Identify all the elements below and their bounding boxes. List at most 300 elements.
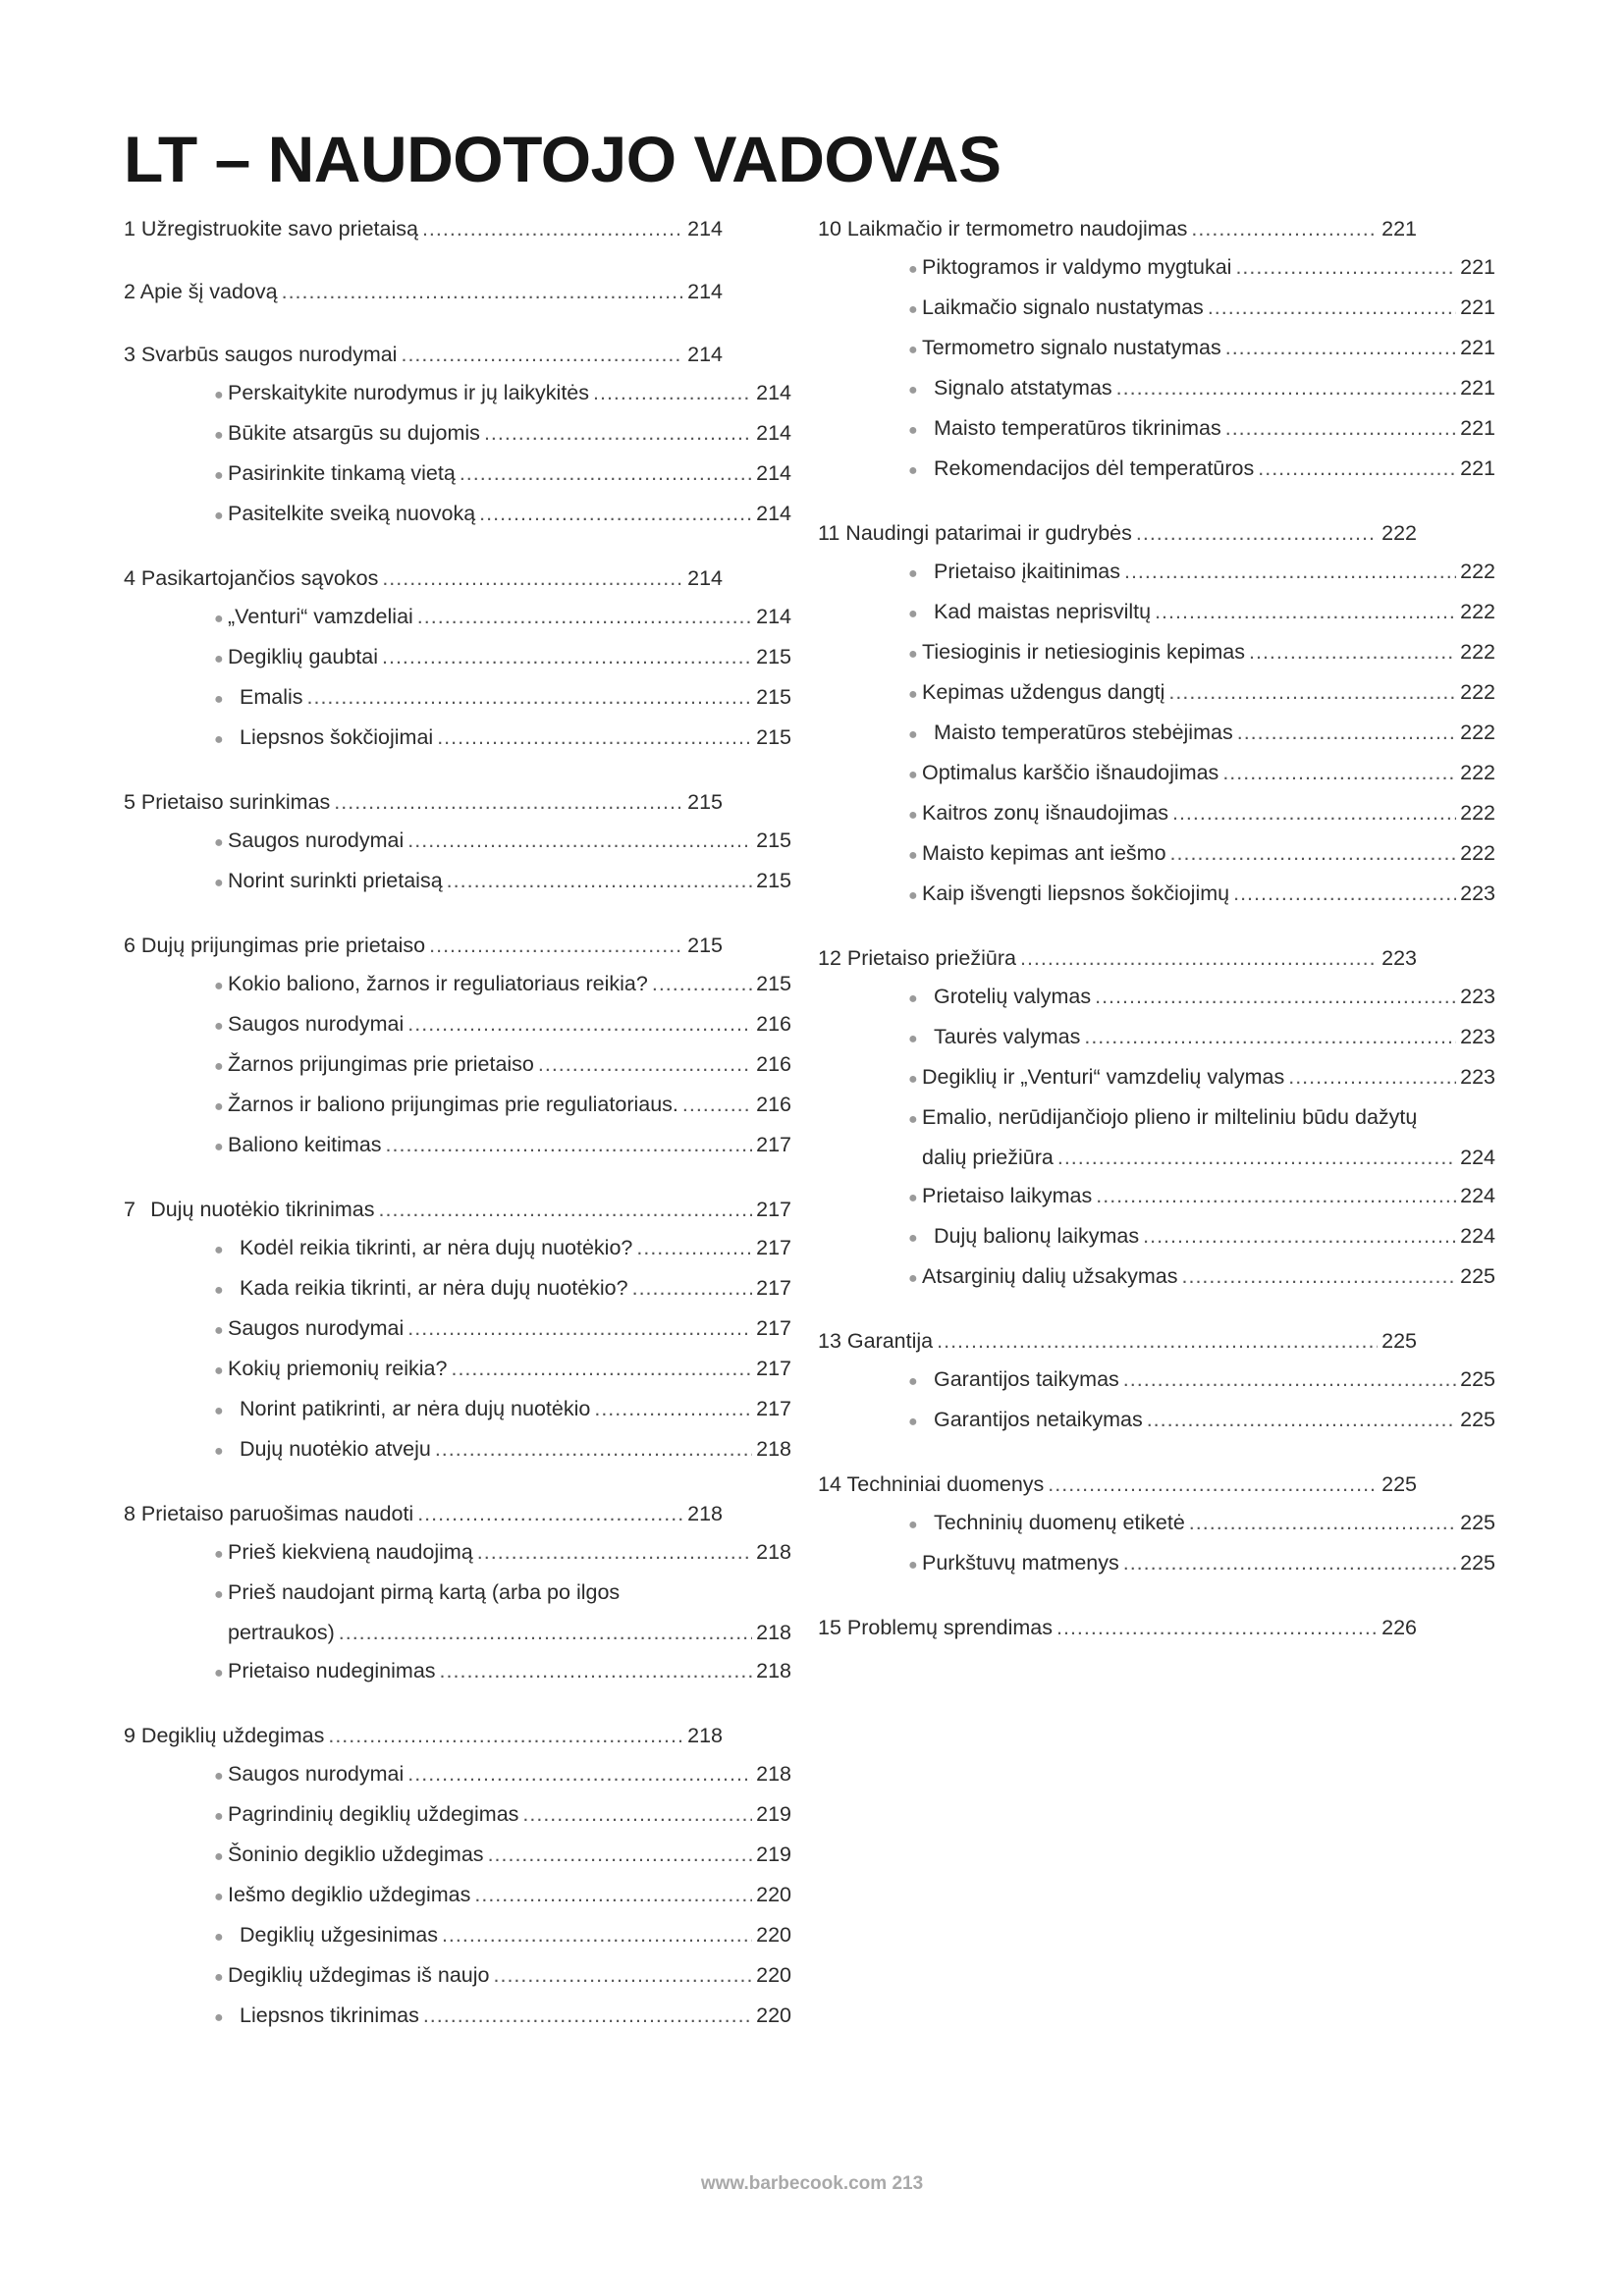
toc-subentry-label: Būkite atsargūs su dujomis	[228, 421, 480, 445]
toc-page-number: 218	[756, 1659, 791, 1682]
toc-page-number: 214	[756, 605, 791, 628]
dot-leader	[1208, 289, 1456, 327]
toc-page-number: 218	[756, 1762, 791, 1786]
toc-subentry-label-cont: dalių priežiūra	[922, 1146, 1054, 1169]
bullet-icon: ●	[908, 261, 918, 278]
toc-page-number: 222	[1460, 560, 1495, 583]
toc-subentry[interactable]	[818, 553, 1495, 593]
bullet-icon: ●	[214, 1362, 224, 1379]
toc-subentry[interactable]	[818, 450, 1495, 490]
toc-entry[interactable]	[124, 927, 723, 965]
toc-entry[interactable]	[124, 1717, 723, 1755]
dot-leader	[407, 1005, 752, 1043]
toc-page-number: 222	[1381, 521, 1417, 545]
bullet-icon: ●	[214, 1929, 224, 1946]
bullet-icon: ●	[908, 726, 918, 743]
toc-page-number: 219	[756, 1842, 791, 1866]
toc-subentry-label: Garantijos taikymas	[934, 1367, 1119, 1391]
toc-subentry[interactable]	[818, 329, 1495, 369]
dot-leader	[1143, 1217, 1456, 1255]
toc-entry[interactable]	[818, 514, 1417, 553]
toc-entry[interactable]	[124, 336, 723, 374]
dot-leader	[1095, 978, 1456, 1016]
toc-subentry[interactable]	[124, 1309, 791, 1350]
dot-leader	[1189, 1504, 1456, 1542]
bullet-icon: ●	[214, 1322, 224, 1339]
bullet-icon: ●	[908, 606, 918, 622]
toc-subentry-label: Prieš naudojant pirmą kartą (arba po ilgos	[228, 1580, 621, 1604]
toc-subentry[interactable]	[124, 1956, 791, 1997]
toc-subentry[interactable]	[124, 414, 791, 454]
toc-subentry[interactable]	[818, 875, 1495, 915]
toc-subentry-label: Baliono keitimas	[228, 1133, 382, 1156]
dot-leader	[1084, 1018, 1456, 1056]
toc-subentry-label: Maisto temperatūros tikrinimas	[934, 416, 1221, 440]
bullet-icon: ●	[214, 1808, 224, 1825]
toc-page-number: 221	[1460, 295, 1495, 319]
toc-page-number: 215	[756, 869, 791, 892]
dot-leader	[407, 1755, 752, 1793]
bullet-icon: ●	[214, 1546, 224, 1563]
toc-entry-number: 7	[124, 1198, 135, 1221]
toc-section	[124, 1717, 791, 2037]
toc-page-number: 217	[756, 1198, 791, 1221]
dot-leader	[429, 927, 683, 965]
bullet-icon: ●	[214, 1586, 224, 1603]
toc-subentry-label: Termometro signalo nustatymas	[922, 336, 1221, 359]
toc-subentry[interactable]	[124, 454, 791, 495]
toc-subentry[interactable]	[124, 1997, 791, 2037]
dot-leader	[440, 1652, 753, 1690]
toc-page-number: 225	[1381, 1472, 1417, 1496]
bullet-icon: ●	[214, 467, 224, 484]
toc-page-number: 215	[756, 645, 791, 668]
toc-subentry-label: Pagrindinių degiklių uždegimas	[228, 1802, 519, 1826]
toc-subentry-label: Iešmo degiklio uždegimas	[228, 1883, 471, 1906]
dot-leader	[632, 1269, 753, 1308]
toc-subentry[interactable]	[818, 1257, 1495, 1298]
bullet-icon: ●	[214, 651, 224, 667]
toc-subentry-label: Kada reikia tikrinti, ar nėra dujų nuotėkio?	[240, 1276, 628, 1300]
toc-subentry[interactable]	[124, 862, 791, 902]
toc-subentry-label: Grotelių valymas	[934, 985, 1092, 1008]
toc-subentry-label: Dujų balionų laikymas	[934, 1224, 1140, 1248]
dot-leader	[593, 374, 752, 412]
toc-subentry-label: Degiklių užgesinimas	[240, 1923, 438, 1947]
toc-subentry-line	[908, 1098, 1495, 1139]
toc-page-number: 216	[756, 1093, 791, 1116]
dot-leader	[474, 1876, 752, 1914]
toc-right-column	[818, 210, 1495, 1672]
toc-page-number: 217	[756, 1316, 791, 1340]
toc-subentry[interactable]	[818, 714, 1495, 754]
toc-subentry[interactable]	[124, 598, 791, 638]
toc-page-number: 222	[1460, 680, 1495, 704]
toc-page-number: 220	[756, 1963, 791, 1987]
toc-subentry[interactable]	[818, 248, 1495, 289]
toc-subentry[interactable]	[818, 673, 1495, 714]
toc-entry[interactable]	[124, 1495, 723, 1533]
toc-page-number: 221	[1381, 217, 1417, 240]
toc-page-number: 222	[1460, 761, 1495, 784]
toc-section	[818, 939, 1495, 1298]
toc-subentry[interactable]	[124, 1916, 791, 1956]
dot-leader	[1056, 1609, 1378, 1647]
toc-subentry-label: Perskaitykite nurodymus ir jų laikykitės	[228, 381, 590, 404]
toc-page-number: 218	[756, 1540, 791, 1564]
toc-subentry-label: Laikmačio signalo nustatymas	[922, 295, 1204, 319]
toc-subentry-label: Prietaiso nudeginimas	[228, 1659, 436, 1682]
dot-leader	[1233, 875, 1456, 913]
toc-page-number: 218	[687, 1502, 723, 1525]
dot-leader	[522, 1795, 752, 1834]
toc-page-number: 221	[1460, 336, 1495, 359]
toc-subentry-label: Žarnos prijungimas prie prietaiso	[228, 1052, 534, 1076]
toc-subentry[interactable]	[818, 834, 1495, 875]
toc-subentry[interactable]	[818, 1058, 1495, 1098]
dot-leader	[1123, 1544, 1456, 1582]
toc-page-number: 222	[1460, 841, 1495, 865]
bullet-icon: ●	[214, 1018, 224, 1035]
toc-page-number: 222	[1460, 600, 1495, 623]
toc-entry-label: 1 Užregistruokite savo prietaisą	[124, 217, 418, 240]
toc-page-number: 216	[756, 1052, 791, 1076]
bullet-icon: ●	[908, 887, 918, 904]
toc-page-number: 217	[756, 1357, 791, 1380]
bullet-icon: ●	[908, 1270, 918, 1287]
dot-leader	[1237, 714, 1456, 752]
toc-entry-label: 11 Naudingi patarimai ir gudrybės	[818, 521, 1132, 545]
toc-subentry-label: Rekomendacijos dėl temperatūros	[934, 456, 1255, 480]
toc-page-number: 220	[756, 2003, 791, 2027]
toc-page-number: 223	[1381, 946, 1417, 970]
toc-subentry[interactable]	[124, 374, 791, 414]
toc-subentry-label: Maisto kepimas ant iešmo	[922, 841, 1166, 865]
bullet-icon: ●	[908, 342, 918, 358]
toc-subentry[interactable]	[124, 1086, 791, 1126]
toc-subentry-label: Tiesioginis ir netiesioginis kepimas	[922, 640, 1246, 664]
bullet-icon: ●	[908, 1031, 918, 1047]
toc-section	[818, 514, 1495, 915]
bullet-icon: ●	[908, 686, 918, 703]
dot-leader	[937, 1322, 1378, 1361]
dot-leader	[494, 1956, 753, 1995]
toc-subentry[interactable]	[818, 1504, 1495, 1544]
toc-entry[interactable]	[124, 210, 723, 248]
toc-entry[interactable]	[124, 1191, 791, 1229]
bullet-icon: ●	[214, 1969, 224, 1986]
toc-page-number: 214	[756, 381, 791, 404]
dot-leader	[382, 560, 683, 598]
bullet-icon: ●	[908, 1414, 918, 1430]
toc-subentry-label: Prietaiso įkaitinimas	[934, 560, 1120, 583]
bullet-icon: ●	[908, 1111, 918, 1128]
bullet-icon: ●	[214, 1058, 224, 1075]
toc-page-number: 224	[1460, 1146, 1495, 1169]
toc-page-number: 225	[1460, 1367, 1495, 1391]
toc-subentry[interactable]	[818, 794, 1495, 834]
bullet-icon: ●	[908, 1071, 918, 1088]
toc-page-number: 225	[1460, 1408, 1495, 1431]
bullet-icon: ●	[214, 978, 224, 994]
bullet-icon: ●	[908, 767, 918, 783]
toc-subentry[interactable]	[818, 1544, 1495, 1584]
toc-page-number: 223	[1460, 1065, 1495, 1089]
dot-leader	[1249, 633, 1456, 671]
toc-subentry[interactable]	[124, 1005, 791, 1045]
bullet-icon: ●	[214, 1403, 224, 1419]
dot-leader	[1222, 754, 1456, 792]
bullet-icon: ●	[214, 1139, 224, 1155]
toc-page-number: 215	[756, 685, 791, 709]
toc-page-number: 217	[756, 1236, 791, 1259]
toc-page-number: 214	[687, 566, 723, 590]
toc-subentry-label: Saugos nurodymai	[228, 1012, 405, 1036]
toc-page-number: 220	[756, 1883, 791, 1906]
toc-page-number: 225	[1381, 1329, 1417, 1353]
toc-subentry-label: Prietaiso laikymas	[922, 1184, 1093, 1207]
toc-page-number: 221	[1460, 255, 1495, 279]
bullet-icon: ●	[908, 1517, 918, 1533]
toc-entry-label: 2 Apie šį vadovą	[124, 280, 278, 303]
bullet-icon: ●	[214, 834, 224, 851]
toc-subentry[interactable]	[124, 1652, 791, 1692]
toc-subentry[interactable]	[818, 289, 1495, 329]
dot-leader	[447, 862, 752, 900]
dot-leader	[1191, 210, 1378, 248]
dot-leader	[407, 1309, 752, 1348]
toc-entry[interactable]	[818, 210, 1417, 248]
toc-entry[interactable]	[124, 560, 723, 598]
toc-subentry-label: Saugos nurodymai	[228, 828, 405, 852]
toc-subentry[interactable]	[124, 678, 791, 719]
bullet-icon: ●	[214, 1665, 224, 1682]
dot-leader	[1225, 329, 1456, 367]
toc-subentry-label: Degiklių ir „Venturi“ vamzdelių valymas	[922, 1065, 1285, 1089]
toc-entry[interactable]	[818, 1322, 1417, 1361]
toc-subentry-label: Kokio baliono, žarnos ir reguliatoriaus reikia?	[228, 972, 648, 995]
toc-entry-label: 10 Laikmačio ir termometro naudojimas	[818, 217, 1188, 240]
dot-leader	[386, 1126, 753, 1164]
dot-leader	[435, 1430, 752, 1468]
bullet-icon: ●	[908, 847, 918, 864]
toc-page-number: 214	[756, 461, 791, 485]
toc-entry-label: 12 Prietaiso priežiūra	[818, 946, 1016, 970]
toc-subentry[interactable]	[124, 1876, 791, 1916]
dot-leader	[382, 638, 752, 676]
toc-entry[interactable]	[818, 939, 1417, 978]
toc-entry[interactable]	[818, 1609, 1417, 1647]
toc-subentry[interactable]	[818, 978, 1495, 1018]
dot-leader	[407, 822, 752, 860]
toc-subentry[interactable]	[818, 1361, 1495, 1401]
toc-page-number: 214	[756, 421, 791, 445]
toc-subentry[interactable]	[124, 822, 791, 862]
toc-subentry-label: Saugos nurodymai	[228, 1316, 405, 1340]
toc-subentry-label: Dujų nuotėkio atveju	[240, 1437, 431, 1461]
toc-subentry-label: Purkštuvų matmenys	[922, 1551, 1119, 1575]
bullet-icon: ●	[214, 387, 224, 403]
toc-subentry[interactable]	[124, 1430, 791, 1470]
toc-page-number: 215	[687, 934, 723, 957]
toc-subentry-label: Kad maistas neprisviltų	[934, 600, 1152, 623]
toc-subentry[interactable]	[818, 409, 1495, 450]
toc-subentry[interactable]	[124, 1229, 791, 1269]
bullet-icon: ●	[214, 691, 224, 708]
bullet-icon: ●	[214, 1242, 224, 1258]
dot-leader	[442, 1916, 752, 1954]
toc-subentry[interactable]	[124, 1390, 791, 1430]
dot-leader	[282, 273, 684, 311]
toc-subentry-label: Piktogramos ir valdymo mygtukai	[922, 255, 1232, 279]
toc-subentry[interactable]	[124, 719, 791, 759]
toc-subentry[interactable]	[818, 1098, 1495, 1177]
dot-leader	[328, 1717, 683, 1755]
toc-subentry-line	[908, 1139, 1495, 1177]
page-footer: www.barbecook.com 213	[700, 2173, 924, 2194]
toc-page-number: 226	[1381, 1616, 1417, 1639]
bullet-icon: ●	[908, 462, 918, 479]
dot-leader	[1147, 1401, 1456, 1439]
toc-subentry-label: Emalis	[240, 685, 303, 709]
toc-subentry[interactable]	[124, 1045, 791, 1086]
toc-section	[818, 1609, 1495, 1647]
toc-subentry[interactable]	[818, 1018, 1495, 1058]
toc-subentry-label: Degiklių uždegimas iš naujo	[228, 1963, 490, 1987]
toc-subentry[interactable]	[124, 1755, 791, 1795]
toc-subentry[interactable]	[818, 369, 1495, 409]
dot-leader	[1225, 409, 1456, 448]
toc-subentry[interactable]	[818, 633, 1495, 673]
bullet-icon: ●	[214, 507, 224, 524]
toc-entry[interactable]	[818, 1466, 1417, 1504]
toc-entry[interactable]	[124, 783, 723, 822]
toc-subentry-label: Liepsnos tikrinimas	[240, 2003, 419, 2027]
bullet-icon: ●	[214, 731, 224, 748]
toc-entry-label: 3 Svarbūs saugos nurodymai	[124, 343, 398, 366]
bullet-icon: ●	[908, 807, 918, 824]
toc-subentry[interactable]	[818, 1401, 1495, 1441]
toc-entry-label: 5 Prietaiso surinkimas	[124, 790, 331, 814]
toc-entry-label: 4 Pasikartojančios sąvokos	[124, 566, 379, 590]
dot-leader	[460, 454, 752, 493]
dot-leader	[1124, 553, 1456, 591]
toc-subentry[interactable]	[124, 1126, 791, 1166]
toc-page-number: 224	[1460, 1224, 1495, 1248]
toc-subentry-label: Taurės valymas	[934, 1025, 1081, 1048]
toc-subentry[interactable]	[124, 1795, 791, 1836]
dot-leader	[479, 495, 752, 533]
toc-page-number: 215	[687, 790, 723, 814]
toc-entry-label: 9 Degiklių uždegimas	[124, 1724, 325, 1747]
dot-leader	[636, 1229, 752, 1267]
dot-leader	[1048, 1466, 1378, 1504]
toc-subentry[interactable]	[124, 1533, 791, 1574]
toc-subentry-label: Kaitros zonų išnaudojimas	[922, 801, 1168, 825]
bullet-icon: ●	[908, 1557, 918, 1574]
toc-subentry-label: Norint patikrinti, ar nėra dujų nuotėkio	[240, 1397, 591, 1420]
toc-section	[818, 210, 1495, 490]
toc-subentry-label: Liepsnos šokčiojimai	[240, 725, 434, 749]
toc-page-number: 216	[756, 1012, 791, 1036]
dot-leader	[1182, 1257, 1457, 1296]
toc-subentry[interactable]	[818, 754, 1495, 794]
toc-section	[818, 1322, 1495, 1441]
dot-leader	[379, 1191, 753, 1229]
bullet-icon: ●	[214, 427, 224, 444]
toc-subentry[interactable]	[124, 1574, 791, 1652]
toc-page-number: 215	[756, 725, 791, 749]
dot-leader	[1020, 939, 1378, 978]
toc-subentry[interactable]	[124, 1269, 791, 1309]
toc-subentry[interactable]	[818, 1177, 1495, 1217]
toc-page-number: 223	[1460, 881, 1495, 905]
toc-subentry[interactable]	[124, 965, 791, 1005]
dot-leader	[1235, 248, 1456, 287]
bullet-icon: ●	[214, 1098, 224, 1115]
toc-subentry[interactable]	[124, 1836, 791, 1876]
toc-subentry[interactable]	[124, 638, 791, 678]
dot-leader	[652, 965, 752, 1003]
dot-leader	[1057, 1139, 1456, 1177]
toc-subentry-label: „Venturi“ vamzdeliai	[228, 605, 413, 628]
toc-section	[124, 336, 791, 535]
toc-entry[interactable]	[124, 273, 723, 311]
toc-subentry-label: Kepimas uždengus dangtį	[922, 680, 1165, 704]
dot-leader	[422, 210, 683, 248]
bullet-icon: ●	[908, 1373, 918, 1390]
toc-page-number: 214	[756, 502, 791, 525]
toc-subentry[interactable]	[818, 593, 1495, 633]
bullet-icon: ●	[214, 1768, 224, 1785]
toc-subentry-label: Garantijos netaikymas	[934, 1408, 1143, 1431]
toc-subentry-label-cont: pertraukos)	[228, 1621, 335, 1644]
dot-leader	[538, 1045, 752, 1084]
toc-subentry-label: Šoninio degiklio uždegimas	[228, 1842, 484, 1866]
dot-leader	[1258, 450, 1456, 488]
toc-section	[124, 927, 791, 1166]
dot-leader	[477, 1533, 752, 1572]
toc-subentry[interactable]	[124, 495, 791, 535]
toc-subentry-label: Degiklių gaubtai	[228, 645, 378, 668]
dot-leader	[594, 1390, 752, 1428]
toc-page-number: 218	[756, 1437, 791, 1461]
toc-subentry-line	[214, 1614, 791, 1652]
toc-section	[818, 1466, 1495, 1584]
toc-subentry[interactable]	[124, 1350, 791, 1390]
dot-leader	[1168, 673, 1456, 712]
toc-page-number: 223	[1460, 1025, 1495, 1048]
bullet-icon: ●	[908, 646, 918, 663]
bullet-icon: ●	[908, 990, 918, 1007]
toc-subentry[interactable]	[818, 1217, 1495, 1257]
dot-leader	[417, 598, 752, 636]
toc-page-number: 225	[1460, 1511, 1495, 1534]
dot-leader	[488, 1836, 753, 1874]
toc-entry-label: Dujų nuotėkio tikrinimas	[150, 1198, 375, 1221]
bullet-icon: ●	[908, 565, 918, 582]
dot-leader	[1170, 834, 1457, 873]
toc-subentry-label: Kodėl reikia tikrinti, ar nėra dujų nuotėkio?	[240, 1236, 633, 1259]
bullet-icon: ●	[908, 1230, 918, 1247]
bullet-icon: ●	[908, 422, 918, 439]
toc-entry-label: 15 Problemų sprendimas	[818, 1616, 1054, 1639]
toc-page-number: 217	[756, 1397, 791, 1420]
bullet-icon: ●	[214, 875, 224, 891]
dot-leader	[339, 1614, 752, 1652]
dot-leader	[1155, 593, 1456, 631]
dot-leader	[437, 719, 752, 757]
